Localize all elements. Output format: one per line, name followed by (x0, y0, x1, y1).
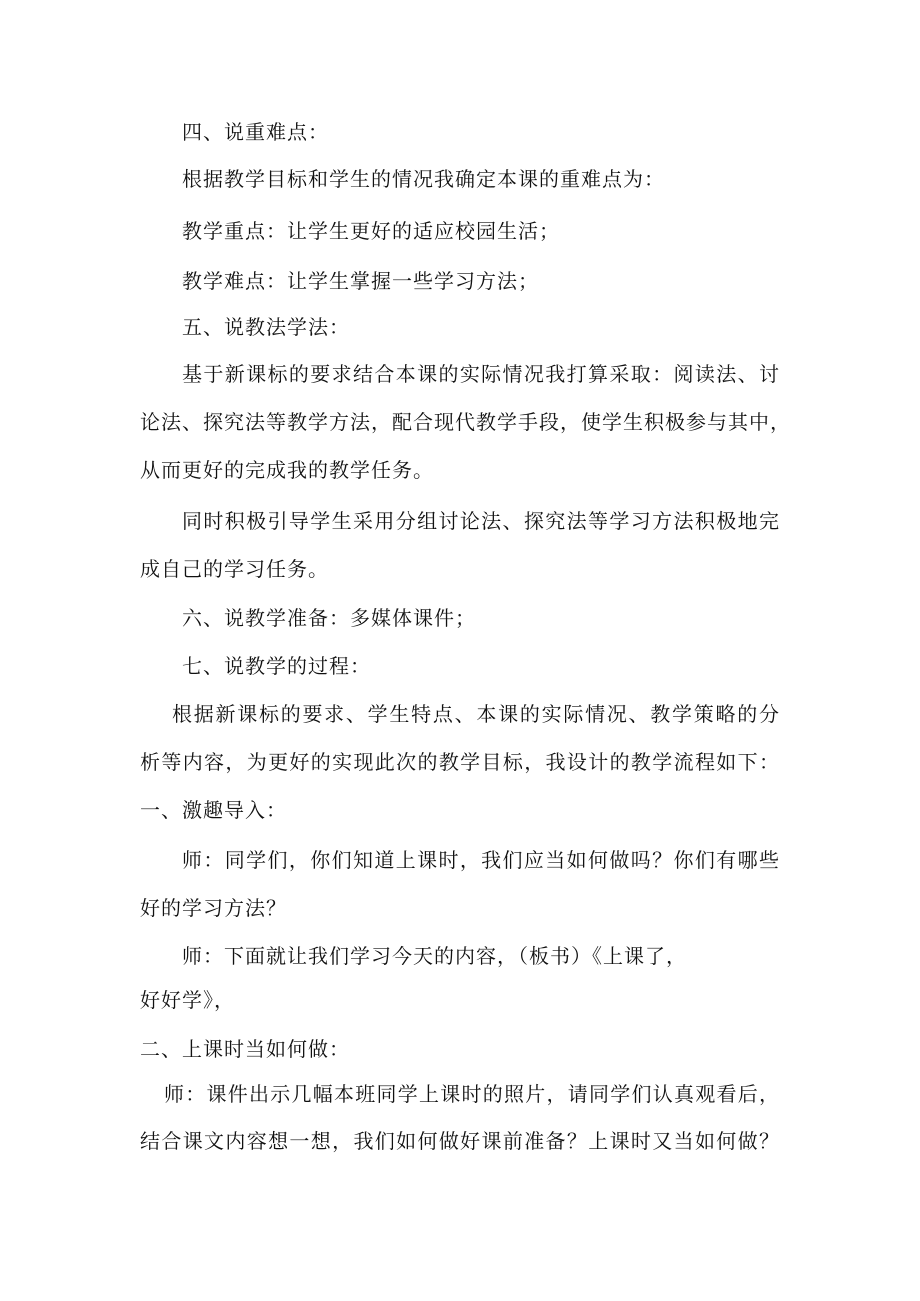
paragraph-line: 从而更好的完成我的教学任务。 (140, 458, 434, 482)
paragraph-line: 成自己的学习任务。 (140, 557, 329, 581)
paragraph-line: 析等内容，为更好的实现此次的教学目标，我设计的教学流程如下： (140, 750, 780, 774)
paragraph-line: 师：课件出示几幅本班同学上课时的照片，请同学们认真观看后， (164, 1082, 780, 1106)
heading-teaching-process: 七、说教学的过程： (182, 654, 371, 678)
paragraph-line: 教学难点：让学生掌握一些学习方法； (182, 269, 539, 293)
paragraph-line: 结合课文内容想一想，我们如何做好课前准备？上课时又当如何做？ (140, 1129, 780, 1153)
heading-lead-in: 一、激趣导入： (140, 798, 287, 822)
paragraph-line: 根据教学目标和学生的情况我确定本课的重难点为： (182, 167, 665, 191)
paragraph-line: 论法、探究法等教学方法，配合现代教学手段，使学生积极参与其中， (140, 410, 791, 434)
paragraph-line: 基于新课标的要求结合本课的实际情况我打算采取：阅读法、讨 (182, 362, 780, 386)
paragraph-line: 教学重点：让学生更好的适应校园生活； (182, 219, 560, 243)
paragraph-line: 根据新课标的要求、学生特点、本课的实际情况、教学策略的分 (172, 702, 780, 726)
paragraph-line: 同时积极引导学生采用分组讨论法、探究法等学习方法积极地完 (182, 509, 780, 533)
heading-teaching-preparation: 六、说教学准备：多媒体课件； (182, 606, 476, 630)
paragraph-line: 师：下面就让我们学习今天的内容，（板书）《上课了， (182, 944, 687, 968)
paragraph-line: 好的学习方法？ (140, 896, 287, 920)
heading-teaching-methods: 五、说教法学法： (182, 315, 350, 339)
heading-key-difficult-points: 四、说重难点： (182, 120, 329, 144)
heading-in-class-behavior: 二、上课时当如何做： (140, 1037, 350, 1061)
paragraph-line: 师：同学们，你们知道上课时，我们应当如何做吗？你们有哪些 (182, 848, 780, 872)
paragraph-line: 好好学》， (140, 988, 235, 1012)
